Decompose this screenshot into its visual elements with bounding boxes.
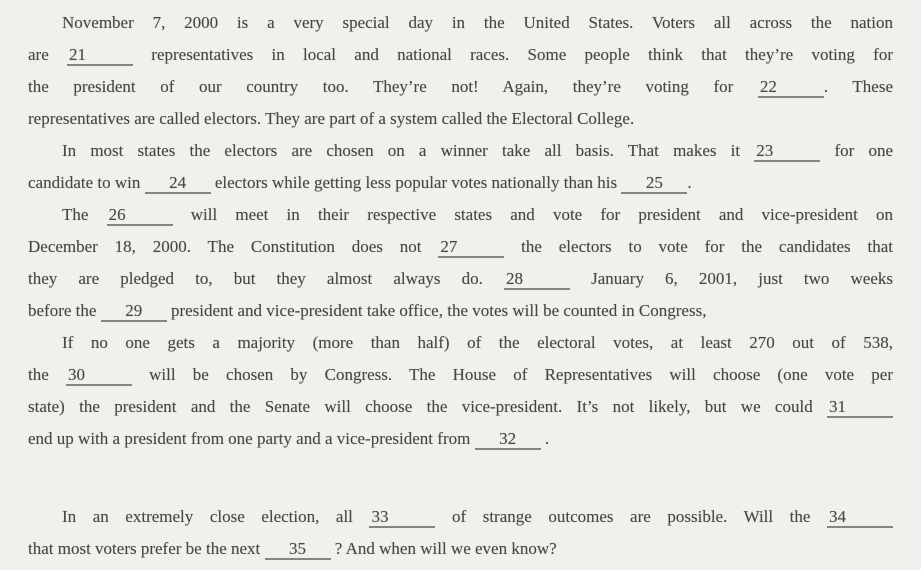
text-run: January 6, 2001, just two weeks (569, 269, 893, 288)
blank-26: 26 (107, 205, 173, 226)
text-run: . (687, 173, 692, 192)
blank-22: 22 (758, 77, 824, 98)
text-run: they are pledged to, but they almost always do. (28, 269, 504, 288)
text-line (28, 327, 893, 359)
text-run: candidate to win (28, 173, 145, 192)
paragraph (28, 327, 893, 455)
text-run: the (28, 365, 66, 384)
text-run: . (540, 429, 550, 448)
blank-35: 35 (265, 539, 331, 560)
text-line (28, 391, 893, 423)
text-run: December 18, 2000. The Constitution does not (28, 237, 439, 256)
blank-33: 33 (369, 507, 435, 528)
text-run: The (62, 205, 107, 224)
text-run: that most voters prefer be the next (28, 539, 265, 558)
text-run: will be chosen by Congress. The House of Representatives will choose (one vote per (131, 365, 893, 384)
text-run: before the (28, 301, 101, 320)
text-run: will meet in their respective states and vote for president and vice-president on (172, 205, 893, 224)
text-line (28, 423, 893, 455)
text-run: of strange outcomes are possible. Will the (435, 507, 827, 526)
text-run: In most states the electors are chosen on a winner take all basis. That makes it (62, 141, 755, 160)
text-line (28, 7, 893, 39)
text-line (28, 135, 893, 167)
text-line (28, 39, 893, 71)
text-run: November 7, 2000 is a very special day in the United States. Voters all across the nation (62, 13, 893, 32)
paragraph (28, 501, 893, 565)
text-line (28, 199, 893, 231)
text-run: the president of our country too. They’re not! Again, they’re voting for (28, 77, 758, 96)
paragraph (28, 199, 893, 327)
blank-32: 32 (475, 429, 541, 450)
blank-30: 30 (66, 365, 132, 386)
text-run: president and vice-president take office, the votes will be counted in Congress, (166, 301, 707, 320)
text-run: electors while getting less popular votes nationally than his (210, 173, 622, 192)
text-line (28, 533, 893, 565)
text-run: the electors to vote for the candidates that (504, 237, 893, 256)
text-line (28, 71, 893, 103)
text-line (28, 501, 893, 533)
blank-28: 28 (504, 269, 570, 290)
text-run: If no one gets a majority (more than half) of the electoral votes, at least 270 out of 538, (62, 333, 893, 352)
text-run: representatives in local and national races. Some people think that they’re voting for (133, 45, 893, 64)
paragraph (28, 7, 893, 135)
blank-31: 31 (827, 397, 893, 418)
text-run: for one (820, 141, 893, 160)
blank-29: 29 (101, 301, 167, 322)
text-line (28, 359, 893, 391)
blank-21: 21 (67, 45, 133, 66)
text-line (28, 295, 893, 327)
text-run: are (28, 45, 68, 64)
text-run: ? And when will we even know? (330, 539, 557, 558)
text-line (28, 231, 893, 263)
text-run: state) the president and the Senate will choose the vice-president. It’s not likely, but we could (28, 397, 827, 416)
text-line (28, 263, 893, 295)
text-run: end up with a president from one party and a vice-president from (28, 429, 475, 448)
blank-25: 25 (621, 173, 687, 194)
blank-34: 34 (827, 507, 893, 528)
blank-27: 27 (438, 237, 504, 258)
text-run: representatives are called electors. They are part of a system called the Electoral College. (28, 109, 635, 128)
blank-23: 23 (754, 141, 820, 162)
blank-24: 24 (145, 173, 211, 194)
text-run: In an extremely close election, all (62, 507, 370, 526)
text-line (28, 103, 893, 135)
text-run: . These (823, 77, 893, 96)
paragraph (28, 135, 893, 199)
text-line (28, 167, 893, 199)
